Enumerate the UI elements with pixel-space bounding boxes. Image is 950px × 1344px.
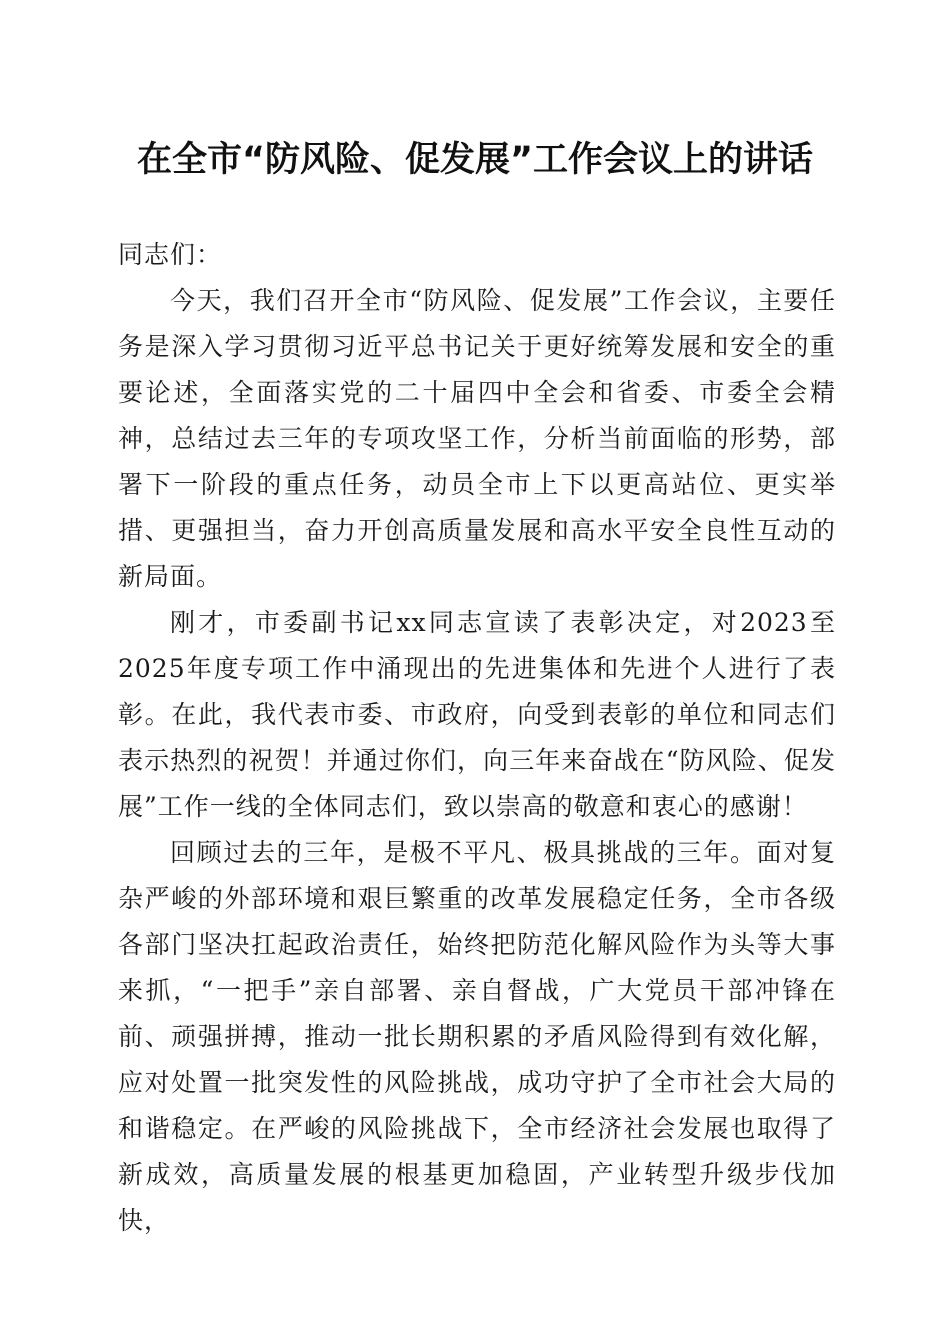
document-title: 在全市“防风险、促发展”工作会议上的讲话 <box>136 140 813 180</box>
document-body <box>118 232 836 1244</box>
salutation: 同志们： <box>118 240 223 269</box>
paragraph: 回顾过去的三年，是极不平凡、极具挑战的三年。面对复杂严峻的外部环境和艰巨繁重的改革发展稳定任务，全市各级各部门坚决扛起政治责任，始终把防范化解风险作为头等大事来抓，“一把手”亲自部署、亲自督战，广大党员干部冲锋在前、顽强拼搏，推动一批长期积累的矛盾风险得到有效化解，应对处置一批突发性的风险挑战，成功守护了全市社会大局的和谐稳定。在严峻的风险挑战下，全市经济社会发展也取得了新成效，高质量发展的根基更加稳固，产业转型升级步伐加快， <box>118 838 836 1235</box>
paragraph: 刚才，市委副书记xx同志宣读了表彰决定，对2023至2025年度专项工作中涌现出的先进集体和先进个人进行了表彰。在此，我代表市委、市政府，向受到表彰的单位和同志们表示热烈的祝贺！并通过你们，向三年来奋战在“防风险、促发展”工作一线的全体同志们，致以崇高的敬意和衷心的感谢！ <box>118 608 836 821</box>
paragraph: 今天，我们召开全市“防风险、促发展”工作会议，主要任务是深入学习贯彻习近平总书记关于更好统筹发展和安全的重要论述，全面落实党的二十届四中全会和省委、市委全会精神，总结过去三年的专项攻坚工作，分析当前面临的形势，部署下一阶段的重点任务，动员全市上下以更高站位、更实举措、更强担当，奋力开创高质量发展和高水平安全良性互动的新局面。 <box>118 286 836 591</box>
